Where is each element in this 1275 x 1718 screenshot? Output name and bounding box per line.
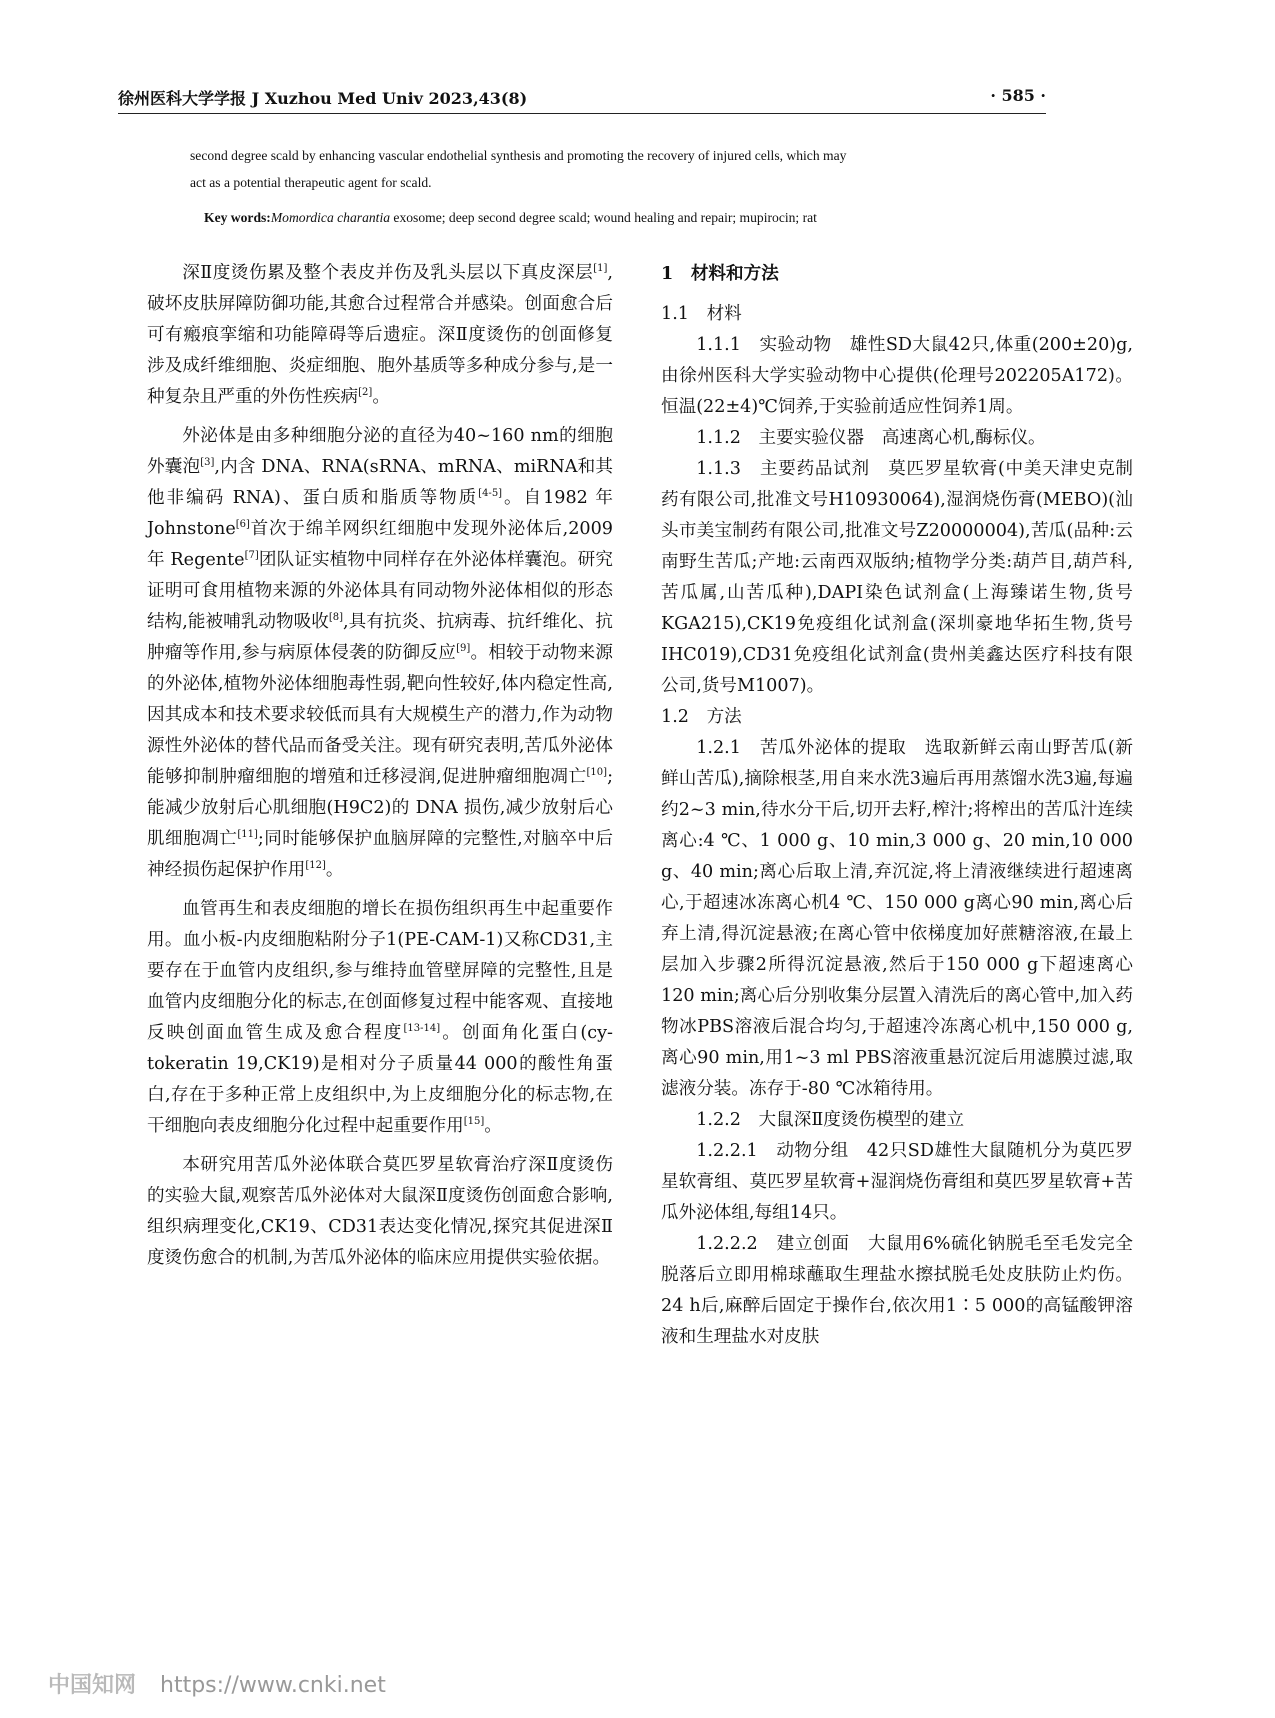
paragraph: 1.1.3 主要药品试剂 莫匹罗星软膏(中美天津史克制药有限公司,批准文号H10930064),湿润烧伤膏(MEBO)(汕头市美宝制药有限公司,批准文号Z20000004),苦瓜(品种:云南野生苦瓜;产地:云南西双版纳;植物学分类:葫芦目,葫芦科,苦瓜属,山苦瓜种),DAPI染色试剂盒(上海臻诺生物,货号KGA215),CK19免疫组化试剂盒(深圳豪地华拓生物,货号IHC019),CD31免疫组化试剂盒(贵州美鑫达医疗科技有限公司,货号M1007)。 xyxy=(661,459,1133,696)
citation-ref: [11] xyxy=(237,829,258,841)
paragraph: 深Ⅱ度烫伤累及整个表皮并伤及乳头层以下真皮深层[1],破坏皮肤屏障防御功能,其愈合过程常合并感染。创面愈合后可有瘢痕挛缩和功能障碍等后遗症。深Ⅱ度烫伤的创面修复涉及成纤维细胞、炎症细胞、胞外基质等多种成分参与,是一种复杂且严重的外伤性疾病[2]。 xyxy=(147,263,613,407)
paragraph: 1.2.1 苦瓜外泌体的提取 选取新鲜云南山野苦瓜(新鲜山苦瓜),摘除根茎,用自来水洗3遍后再用蒸馏水洗3遍,每遍约2~3 min,待水分干后,切开去籽,榨汁;将榨出的苦瓜汁连续离心:4 ℃、1 000 g、10 min,3 000 g、20 min,10 000 g、40 min;离心后取上清,弃沉淀,将上清液继续进行超速离心,于超速冰冻离心机4 ℃、150 000 g离心90 min,离心后弃上清,得沉淀悬液;在离心管中依梯度加好蔗糖溶液,在最上层加入步骤2所得沉淀悬液,然后于150 000 g下超速离心120 min;离心后分别收集分层置入清洗后的离心管中,加入药物冰PBS溶液后混合均匀,于超速冷冻离心机中,150 000 g,离心90 min,用1~3 ml PBS溶液重悬沉淀后用滤膜过滤,取滤液分装。冻存于-80 ℃冰箱待用。 xyxy=(661,738,1133,1099)
citation-ref: [2] xyxy=(358,387,373,399)
header-rule xyxy=(118,113,1046,114)
journal-citation: 徐州医科大学学报 J Xuzhou Med Univ 2023,43(8) xyxy=(118,89,528,108)
right-column xyxy=(661,258,1133,1353)
citation-ref: [8] xyxy=(328,612,344,624)
section-heading: 1 材料和方法 xyxy=(661,263,779,284)
cnki-url[interactable]: https://www.cnki.net xyxy=(160,1673,386,1698)
citation-ref: [7] xyxy=(244,550,259,562)
keywords-list: exosome; deep second degree scald; wound healing and repair; mupirocin; rat xyxy=(390,210,817,225)
citation-ref: [3] xyxy=(200,457,215,469)
abstract-line-1: second degree scald by enhancing vascular endothelial synthesis and promoting the recovery of injured cells, which may xyxy=(190,148,847,163)
subsection-heading: 1.2.2 大鼠深Ⅱ度烫伤模型的建立 xyxy=(696,1110,965,1130)
keyword-italic: Momordica charantia xyxy=(270,210,391,225)
left-column xyxy=(147,258,613,1274)
cnki-logo: 中国知网 xyxy=(48,1673,137,1698)
abstract-line-2: act as a potential therapeutic agent for scald. xyxy=(190,175,432,190)
paragraph: 本研究用苦瓜外泌体联合莫匹罗星软膏治疗深Ⅱ度烫伤的实验大鼠,观察苦瓜外泌体对大鼠深Ⅱ度烫伤创面愈合影响,组织病理变化,CK19、CD31表达变化情况,探究其促进深Ⅱ度烫伤愈合的机制,为苦瓜外泌体的临床应用提供实验依据。 xyxy=(147,1155,613,1268)
watermark-footer xyxy=(48,1668,386,1699)
citation-ref: [10] xyxy=(586,767,608,779)
paragraph: 1.1.2 主要实验仪器 高速离心机,酶标仪。 xyxy=(696,428,1046,448)
paragraph: 1.1.1 实验动物 雄性SD大鼠42只,体重(200±20)g,由徐州医科大学实验动物中心提供(伦理号202205A172)。恒温(22±4)℃饲养,于实验前适应性饲养1周。 xyxy=(661,335,1133,417)
keywords xyxy=(204,204,1100,231)
citation-ref: [1] xyxy=(593,263,608,275)
keywords-label: Key words: xyxy=(204,210,271,225)
paragraph: 血管再生和表皮细胞的增长在损伤组织再生中起重要作用。血小板-内皮细胞粘附分子1(PE-CAM-1)又称CD31,主要存在于血管内皮组织,参与维持血管壁屏障的完整性,且是血管内皮细胞分化的标志,在创面修复过程中能客观、直接地反映创面血管生成及愈合程度[13-14]。创面角化蛋白(cy-tokeratin 19,CK19)是相对分子质量44 000的酸性角蛋白,存在于多种正常上皮组织中,为上皮细胞分化的标志物,在干细胞向表皮细胞分化过程中起重要作用[15]。 xyxy=(147,899,613,1136)
citation-ref: [6] xyxy=(235,519,250,531)
paragraph: 1.2.2.2 建立创面 大鼠用6%硫化钠脱毛至毛发完全脱落后立即用棉球蘸取生理盐水擦拭脱毛处皮肤防止灼伤。24 h后,麻醉后固定于操作台,依次用1∶5 000的高锰酸钾溶液和生理盐水对皮肤 xyxy=(661,1234,1133,1347)
citation-ref: [15] xyxy=(463,1116,485,1128)
citation-ref: [13-14] xyxy=(403,1023,441,1035)
paragraph: 外泌体是由多种细胞分泌的直径为40~160 nm的细胞外囊泡[3],内含 DNA、RNA(sRNA、mRNA、miRNA和其他非编码 RNA)、蛋白质和脂质等物质[4-5]。自1982 年 Johnstone[6]首次于绵羊网织红细胞中发现外泌体后,2009 年 Regente[7]团队证实植物中同样存在外泌体样囊泡。研究证明可食用植物来源的外泌体具有同动物外泌体相似的形态结构,能被哺乳动物吸收[8],具有抗炎、抗病毒、抗纤维化、抗肿瘤等作用,参与病原体侵袭的防御反应[9]。相较于动物来源的外泌体,植物外泌体细胞毒性弱,靶向性较好,体内稳定性高,因其成本和技术要求较低而具有大规模生产的潜力,作为动物源性外泌体的替代品而备受关注。现有研究表明,苦瓜外泌体能够抑制肿瘤细胞的增殖和迁移浸润,促进肿瘤细胞凋亡[10];能减少放射后心肌细胞(H9C2)的 DNA 损伤,减少放射后心肌细胞凋亡[11];同时能够保护血脑屏障的完整性,对脑卒中后神经损伤起保护作用[12]。 xyxy=(147,426,613,880)
running-header xyxy=(118,78,1046,112)
subsection-heading: 1.2 方法 xyxy=(661,707,742,727)
page-number: · 585 · xyxy=(990,86,1046,105)
citation-ref: [9] xyxy=(456,643,471,655)
abstract-tail xyxy=(190,142,1100,231)
subsection-heading: 1.1 材料 xyxy=(661,304,742,324)
citation-ref: [4-5] xyxy=(478,488,503,500)
citation-ref: [12] xyxy=(305,860,326,872)
paragraph: 1.2.2.1 动物分组 42只SD雄性大鼠随机分为莫匹罗星软膏组、莫匹罗星软膏+湿润烧伤膏组和莫匹罗星软膏+苦瓜外泌体组,每组14只。 xyxy=(661,1141,1133,1223)
